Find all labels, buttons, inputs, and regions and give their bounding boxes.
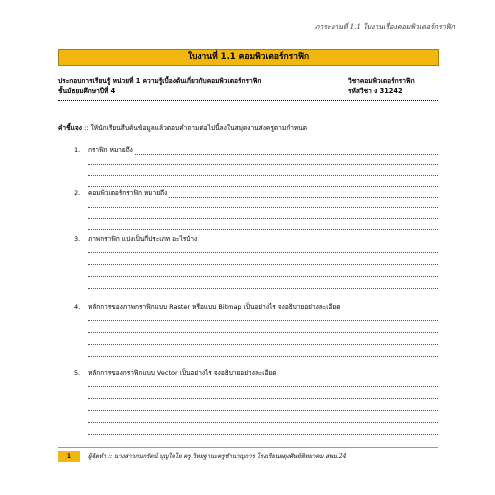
answer-line[interactable] <box>135 147 438 155</box>
answer-line[interactable] <box>88 207 438 208</box>
running-header: ภาระงานที่ 1.1 ใบงานเรื่องคอมพิวเตอร์กราฟิก <box>314 23 455 31</box>
answer-line[interactable] <box>88 332 438 333</box>
instruction-label: คำชี้แจง <box>58 124 82 132</box>
question-number: 2. <box>74 189 81 197</box>
answer-line[interactable] <box>88 164 438 165</box>
info-divider <box>58 100 438 101</box>
footer-divider <box>58 447 438 448</box>
question-text: คอมพิวเตอร์กราฟิก หมายถึง <box>88 189 168 197</box>
answer-line[interactable] <box>88 410 438 411</box>
footer-credit: ผู้จัดทำ :: นางสาวกนกรัตน์ บุญใจโย ครู วิทยฐานะครูชำนาญการ โรงเรียนผดุงศิษย์พิทยาคม สพม.24 <box>88 453 347 460</box>
answer-line[interactable] <box>88 229 438 230</box>
answer-line[interactable] <box>88 175 438 176</box>
course-info <box>58 76 438 96</box>
question-5 <box>74 368 438 438</box>
worksheet-title: ใบงานที่ 1.1 คอมพิวเตอร์กราฟิก <box>58 49 439 66</box>
answer-line[interactable] <box>88 218 438 219</box>
answer-line[interactable] <box>88 422 438 423</box>
answer-line[interactable] <box>88 288 438 289</box>
question-text: ภาพกราฟิก แบ่งเป็นกี่ประเภท อะไรบ้าง <box>88 235 198 243</box>
question-number: 4. <box>74 303 81 311</box>
question-text: หลักการของกราฟิกแบบ Vector เป็นอย่างไร จงอธิบายอย่างละเอียด <box>88 369 277 377</box>
grade-level: ชั้นมัธยมศึกษาปีที่ 4 <box>58 87 116 95</box>
answer-line[interactable] <box>88 344 438 345</box>
question-text: หลักการของภาพกราฟิกแบบ Raster หรือแบบ Bitmap เป็นอย่างไร จงอธิบายอย่างละเอียด <box>88 303 341 311</box>
question-number: 3. <box>74 235 81 243</box>
subject-name: วิชาคอมพิวเตอร์กราฟิก <box>348 77 415 85</box>
question-text: กราฟิก หมายถึง <box>88 146 133 154</box>
answer-line[interactable] <box>169 190 438 198</box>
answer-line[interactable] <box>88 398 438 399</box>
answer-line[interactable] <box>88 276 438 277</box>
answer-line[interactable] <box>88 356 438 357</box>
instruction-text: :: ให้นักเรียนสืบค้นข้อมูลแล้วตอบคำถามต่อไปนี้ลงในสมุดงานส่งครูตามกำหนด <box>84 124 308 132</box>
question-2 <box>74 188 438 238</box>
answer-line[interactable] <box>88 186 438 187</box>
answer-line[interactable] <box>88 386 438 387</box>
question-3 <box>74 234 438 294</box>
question-4 <box>74 302 438 362</box>
page-number: 1 <box>58 451 80 462</box>
question-number: 5. <box>74 369 81 377</box>
answer-line[interactable] <box>88 434 438 435</box>
unit-line: ประกอบการเรียนรู้ หน่วยที่ 1 ความรู้เบื้องต้นเกี่ยวกับคอมพิวเตอร์กราฟิก <box>58 77 262 85</box>
answer-line[interactable] <box>88 320 438 321</box>
answer-line[interactable] <box>88 264 438 265</box>
subject-code: รหัสวิชา ง 31242 <box>348 87 403 95</box>
answer-line[interactable] <box>88 252 438 253</box>
instruction <box>58 122 438 133</box>
question-number: 1. <box>74 146 81 154</box>
